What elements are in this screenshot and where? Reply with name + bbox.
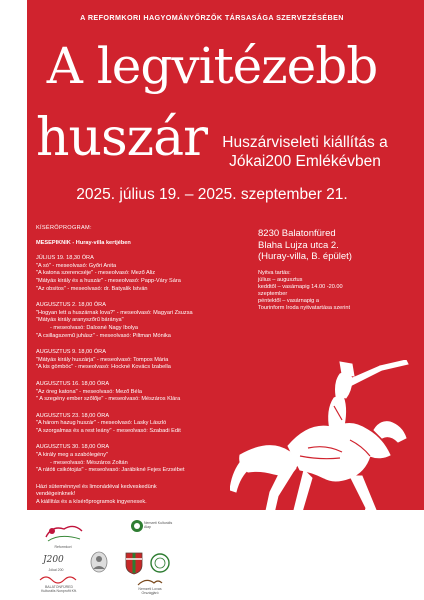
day-item: "Mátyás király huszárja" - meseolvasó: Tompos Mária — [36, 356, 169, 363]
subtitle-line2: Jókai200 Emlékévben — [229, 153, 381, 170]
day-item: "Mátyás király és a huszár" - meseolvasó: Papp-Váry Sára — [36, 277, 181, 284]
balatonfured-logo — [38, 571, 78, 585]
day-item: "A király meg a szabólegény" — [36, 452, 109, 459]
portrait-logo — [90, 551, 108, 573]
day-date: AUGUSZTUS 23. 18,00 ÓRA — [36, 412, 110, 419]
day-item: "Hogyan lett a huszárnak lova?" - meseolvasó: Magyari Zsuzsa — [36, 309, 193, 316]
opening-september: szeptember — [258, 291, 288, 297]
closing-line: Házi süteménnyel és limonádéval kedveskedünk — [36, 483, 157, 490]
nlo-logo-text: Nemzeti Lovas Országjáró — [138, 587, 162, 595]
exhibition-dates: 2025. július 19. – 2025. szeptember 21. — [76, 186, 348, 203]
day-date: AUGUSZTUS 9. 18,00 ÓRA — [36, 349, 106, 356]
closing-line: vendégeinknek! — [36, 491, 76, 498]
jokai200-logo — [42, 551, 70, 567]
reformkori-logo-text: Reformkori — [54, 545, 72, 549]
seal-logo — [150, 553, 170, 573]
title-line1: A legvitézebb — [46, 37, 378, 95]
program-heading: KÍSÉRŐPROGRAM: — [36, 225, 92, 231]
day-item: "A kis gömböc" - meseolvasó: Hockné Kovács Izabella — [36, 364, 171, 371]
day-item: "A katona szerencséje" - meseolvasó: Mező Aliz — [36, 270, 156, 277]
svg-text:J200: J200 — [43, 555, 64, 565]
closing-line: A kiállítás és a kísérőprogramok ingyenesek. — [36, 499, 147, 506]
program-day — [36, 302, 246, 340]
venue-city: 8230 Balatonfüred — [258, 228, 336, 239]
day-item: "A három hazug huszár" - meseolvasó: Lasky László — [36, 420, 167, 427]
program-day — [36, 381, 246, 404]
opening-sept-hours: péntektől – vasárnapig a — [258, 298, 319, 304]
day-item: "A rátóti csikótojás" - meseolvasó: Jarábikné Fejes Erzsébet — [36, 467, 185, 474]
balatonfured-logo-text — [36, 585, 82, 593]
closing-note — [36, 484, 246, 507]
balatonfured-label: BALATONFÜRED — [44, 585, 74, 589]
day-date: JÚLIUS 19. 18,30 ÓRA — [36, 255, 94, 262]
reformkori-logo — [40, 519, 86, 545]
program-column — [36, 225, 246, 507]
coat-of-arms-logo — [124, 551, 144, 575]
opening-sept-note: Tourinform Iroda nyitvatartása szerint — [258, 305, 351, 311]
sponsor-logos — [36, 515, 416, 595]
program-day — [36, 349, 246, 372]
day-item: "A csillagszemű juhász" - meseolvasó: Piltman Mónika — [36, 332, 171, 339]
opening-hours — [258, 270, 418, 312]
day-item: - meseolvasó: Dalosné Nagy Ibolya — [50, 324, 138, 331]
program-day — [36, 255, 246, 293]
day-date: AUGUSZTUS 16. 18,00 ÓRA — [36, 380, 110, 387]
title-line2: huszár — [36, 108, 207, 168]
picnic-heading: MESEPIKNIK - Huray-villa kertjében — [36, 239, 131, 246]
day-date: AUGUSZTUS 2. 18,00 ÓRA — [36, 302, 106, 309]
nka-logo — [130, 519, 144, 533]
day-item: "A szorgalmas és a rest leány" - meseolvasó: Szabadi Edit — [36, 427, 181, 434]
organizer-line: A REFORMKORI HAGYOMÁNYŐRZŐK TÁRSASÁGA SZERVEZÉSÉBEN — [80, 13, 344, 22]
balatonfured-sublabel: Kulturális Nonprofit Kft. — [41, 589, 77, 593]
venue-building: (Huray-villa, B. épület) — [258, 251, 352, 262]
day-item: "Az öreg katona" - meseolvasó: Mező Béla — [36, 388, 142, 395]
opening-heading: Nyitva tartás: — [258, 270, 291, 276]
nka-logo-text: Nemzeti Kulturális Alap — [144, 521, 173, 529]
opening-hours-line: keddtől – vasárnapig 14.00 -20.00 — [258, 284, 343, 290]
jokai200-logo-text: Jókai 200 — [48, 568, 64, 572]
subtitle — [200, 133, 410, 171]
venue-address — [258, 228, 352, 263]
subtitle-line1: Huszárviseleti kiállítás a — [222, 134, 388, 151]
day-item: "Az obsitos" - meseolvasó: dr. Batyalik István — [36, 285, 148, 292]
day-item: " A szegény ember szőlője" - meseolvasó: Mészáros Klára — [36, 396, 181, 403]
day-item: "A só" - meseolvasó: Győri Anita — [36, 262, 117, 269]
day-date: AUGUSZTUS 30. 18,00 ÓRA — [36, 444, 110, 451]
day-item: "Mátyás király aranyszőrű báránya" — [36, 317, 124, 324]
day-item: - meseolvasó: Mészáros Zoltán — [50, 459, 128, 466]
nlo-logo — [136, 577, 164, 587]
program-day — [36, 413, 246, 436]
venue-street: Blaha Lujza utca 2. — [258, 239, 339, 251]
program-day — [36, 444, 246, 474]
opening-period: július – augusztus — [258, 277, 303, 283]
hussar-illustration — [230, 360, 424, 540]
